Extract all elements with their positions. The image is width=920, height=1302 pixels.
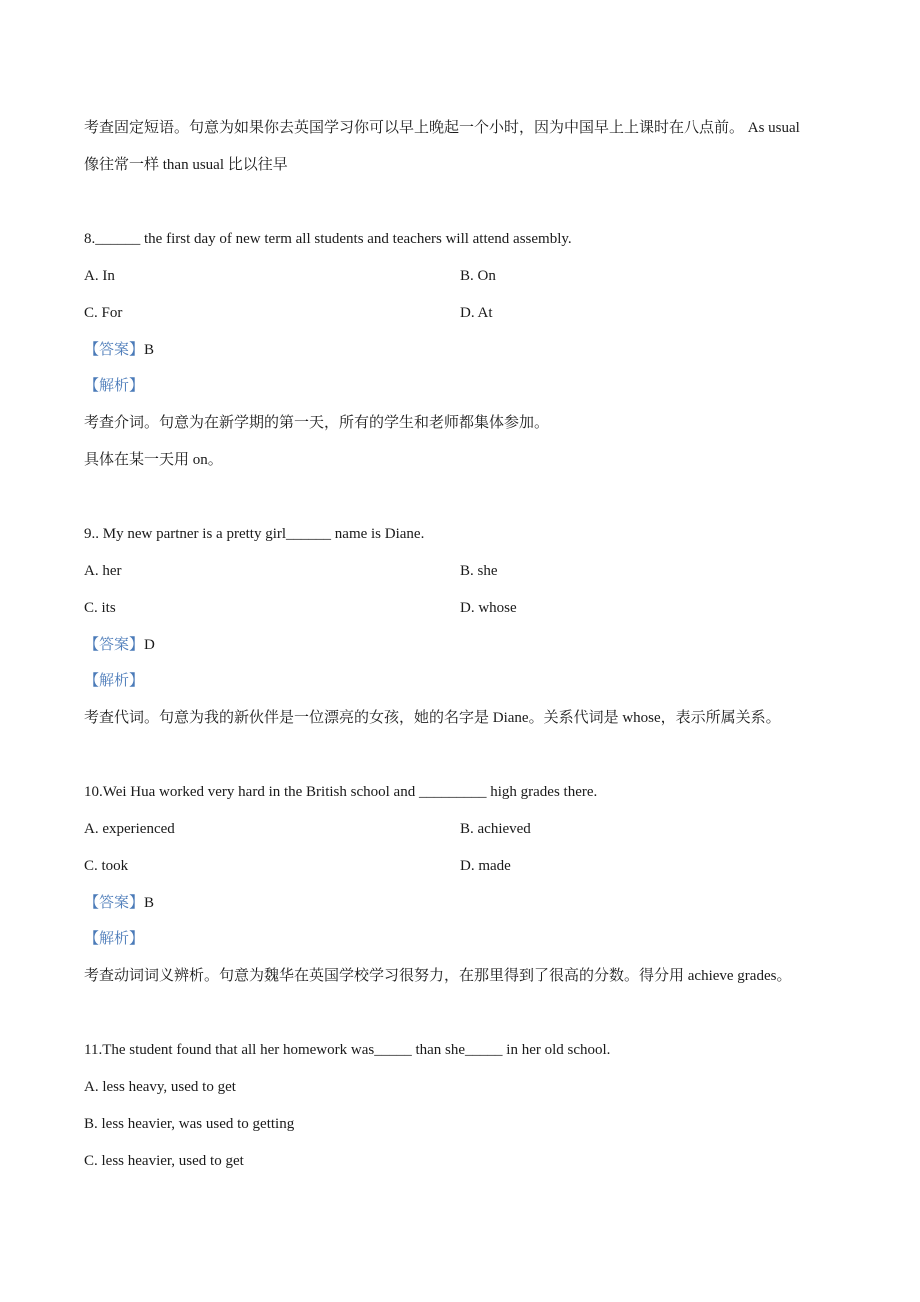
q8-option-c: C. For bbox=[84, 305, 123, 321]
q11-stem: 11.The student found that all her homework was_____ than she_____ in her old school. bbox=[84, 1042, 611, 1058]
q8-answer-value: B bbox=[144, 342, 155, 358]
q10-option-a: A. experienced bbox=[84, 821, 175, 837]
q9-option-b: B. she bbox=[460, 563, 498, 579]
q8-analysis-line2: 具体在某一天用 on。 bbox=[84, 452, 223, 468]
q11-option-c: C. less heavier, used to get bbox=[84, 1153, 244, 1169]
q9-option-d: D. whose bbox=[460, 600, 517, 616]
q8-option-d: D. At bbox=[460, 305, 493, 321]
q8-analysis-line1: 考查介词。句意为在新学期的第一天，所有的学生和老师都集体参加。 bbox=[84, 415, 550, 431]
q10-answer-value: B bbox=[144, 895, 155, 911]
q10-option-c: C. took bbox=[84, 858, 129, 874]
q10-analysis-label: 【解析】 bbox=[84, 931, 145, 947]
q9-stem: 9.. My new partner is a pretty girl______ name is Diane. bbox=[84, 526, 425, 542]
q8-answer-row bbox=[84, 340, 154, 360]
q9-answer-label: 【答案】 bbox=[84, 637, 145, 653]
q10-stem: 10.Wei Hua worked very hard in the British school and _________ high grades there. bbox=[84, 784, 598, 800]
q8-option-a: A. In bbox=[84, 268, 115, 284]
prev-explanation-line2: 像往常一样 than usual 比以往早 bbox=[84, 157, 288, 173]
q10-option-d: D. made bbox=[460, 858, 511, 874]
q11-option-b: B. less heavier, was used to getting bbox=[84, 1116, 295, 1132]
q9-option-c: C. its bbox=[84, 600, 116, 616]
q10-option-b: B. achieved bbox=[460, 821, 531, 837]
q9-analysis-line1: 考查代词。句意为我的新伙伴是一位漂亮的女孩，她的名字是 Diane。关系代词是 whose，表示所属关系。 bbox=[84, 710, 781, 726]
q8-analysis-label: 【解析】 bbox=[84, 378, 145, 394]
q9-option-a: A. her bbox=[84, 563, 122, 579]
q9-answer-row bbox=[84, 635, 155, 655]
q8-stem: 8.______ the first day of new term all students and teachers will attend assembly. bbox=[84, 231, 572, 247]
q10-answer-label: 【答案】 bbox=[84, 895, 145, 911]
q8-option-b: B. On bbox=[460, 268, 496, 284]
q9-answer-value: D bbox=[144, 637, 155, 653]
q8-answer-label: 【答案】 bbox=[84, 342, 145, 358]
q9-analysis-label: 【解析】 bbox=[84, 673, 145, 689]
q10-answer-row bbox=[84, 893, 154, 913]
prev-explanation-line1: 考查固定短语。句意为如果你去英国学习你可以早上晚起一个小时，因为中国早上上课时在八点前。 As usual bbox=[84, 120, 800, 136]
q11-option-a: A. less heavy, used to get bbox=[84, 1079, 236, 1095]
q10-analysis-line1: 考查动词词义辨析。句意为魏华在英国学校学习很努力，在那里得到了很高的分数。得分用 achieve grades。 bbox=[84, 968, 792, 984]
